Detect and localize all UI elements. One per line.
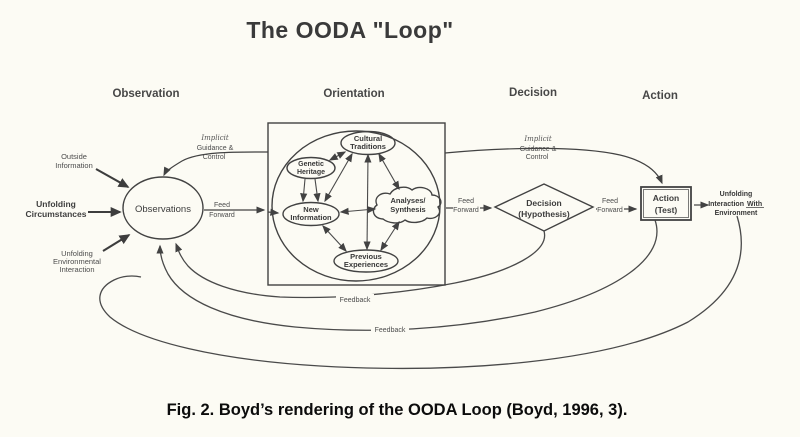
- environmental-interaction-label-1: Unfolding: [61, 249, 93, 258]
- decision-label-2: (Hypothesis): [518, 209, 570, 219]
- figure-caption: Fig. 2. Boyd’s rendering of the OODA Loop (Boyd, 1996, 3).: [166, 401, 628, 419]
- action-label-2: (Test): [654, 205, 678, 215]
- decision-label-1: Decision: [526, 198, 562, 208]
- guidance-label-right: Guidance &: [519, 146, 557, 153]
- feedback-loops: [100, 216, 741, 368]
- header-observation: Observation: [112, 88, 180, 100]
- genetic-heritage-label-2: Heritage: [296, 169, 326, 176]
- environmental-interaction-label-2: Environmental: [53, 257, 101, 266]
- feed-label-2: Feed: [458, 198, 474, 205]
- analyses-label-1: Analyses/: [390, 196, 426, 205]
- previous-experiences-label-1: Previous: [350, 252, 382, 261]
- new-information-label-1: New: [303, 205, 319, 214]
- observations-label: Observations: [135, 204, 191, 215]
- previous-experiences-label-2: Experiences: [343, 260, 389, 269]
- outside-information-label-2: Information: [55, 161, 93, 170]
- feedback-label-2: Feedback: [374, 327, 406, 334]
- env-out-label-3: Environment: [714, 210, 758, 217]
- arrow-analyses-previous: [381, 222, 399, 250]
- arrow-genetic-newinfo-1: [303, 179, 305, 201]
- feedback-loop-action: [160, 220, 657, 330]
- environment-output-label: [708, 191, 764, 217]
- implicit-label-left: Implicit: [201, 134, 229, 142]
- guidance-label-left: Guidance &: [196, 145, 234, 152]
- forward-label-1: Forward: [209, 212, 235, 219]
- arrow-environmental-interaction: [103, 235, 129, 251]
- action-box: [641, 187, 691, 220]
- figure-title: The OODA "Loop": [246, 17, 454, 43]
- env-out-label-1: Unfolding: [719, 191, 753, 198]
- orientation-inner-nodes: [283, 132, 441, 273]
- new-information-label-2: Information: [290, 213, 332, 222]
- env-out-label-2b: With: [747, 201, 763, 208]
- arrow-outside-information: [96, 169, 128, 187]
- feedback-label-1: Feedback: [339, 297, 371, 304]
- arrow-newinfo-previous: [323, 226, 346, 251]
- genetic-heritage-label-1: Genetic: [298, 161, 324, 168]
- feedback-loop-environment: [100, 216, 741, 368]
- analyses-label-2: Synthesis: [390, 205, 426, 214]
- header-decision: Decision: [509, 87, 557, 99]
- control-label-right: Control: [525, 154, 549, 161]
- arrow-cultural-previous: [367, 155, 368, 249]
- control-label-left: Control: [202, 154, 226, 161]
- header-action: Action: [642, 90, 678, 102]
- header-orientation: Orientation: [323, 88, 385, 100]
- outside-information-label-1: Outside: [61, 152, 87, 161]
- guidance-path-to-action: [445, 148, 662, 183]
- implicit-guidance-paths: [164, 148, 662, 183]
- unfolding-circumstances-label-1: Unfolding: [36, 199, 76, 209]
- arrow-genetic-newinfo-2: [315, 179, 318, 201]
- arrow-newinfo-analyses: [341, 209, 375, 212]
- arrow-genetic-cultural: [330, 152, 345, 160]
- implicit-label-right: Implicit: [524, 135, 552, 143]
- feed-label-1: Feed: [214, 202, 230, 209]
- feed-label-3: Feed: [602, 198, 618, 205]
- environmental-interaction-label-3: Interaction: [59, 265, 95, 274]
- cultural-traditions-label-2: Traditions: [350, 142, 386, 151]
- action-label-1: Action: [652, 193, 680, 203]
- feedback-labels: [336, 294, 409, 334]
- cultural-traditions-label-1: Cultural: [353, 134, 383, 143]
- arrow-cultural-analyses: [379, 154, 399, 189]
- env-out-label-2a: Interaction: [708, 201, 744, 208]
- unfolding-circumstances-label-2: Circumstances: [25, 209, 87, 219]
- column-headers: [112, 87, 677, 102]
- forward-label-3: Forward: [597, 207, 623, 214]
- forward-label-2: Forward: [453, 207, 479, 214]
